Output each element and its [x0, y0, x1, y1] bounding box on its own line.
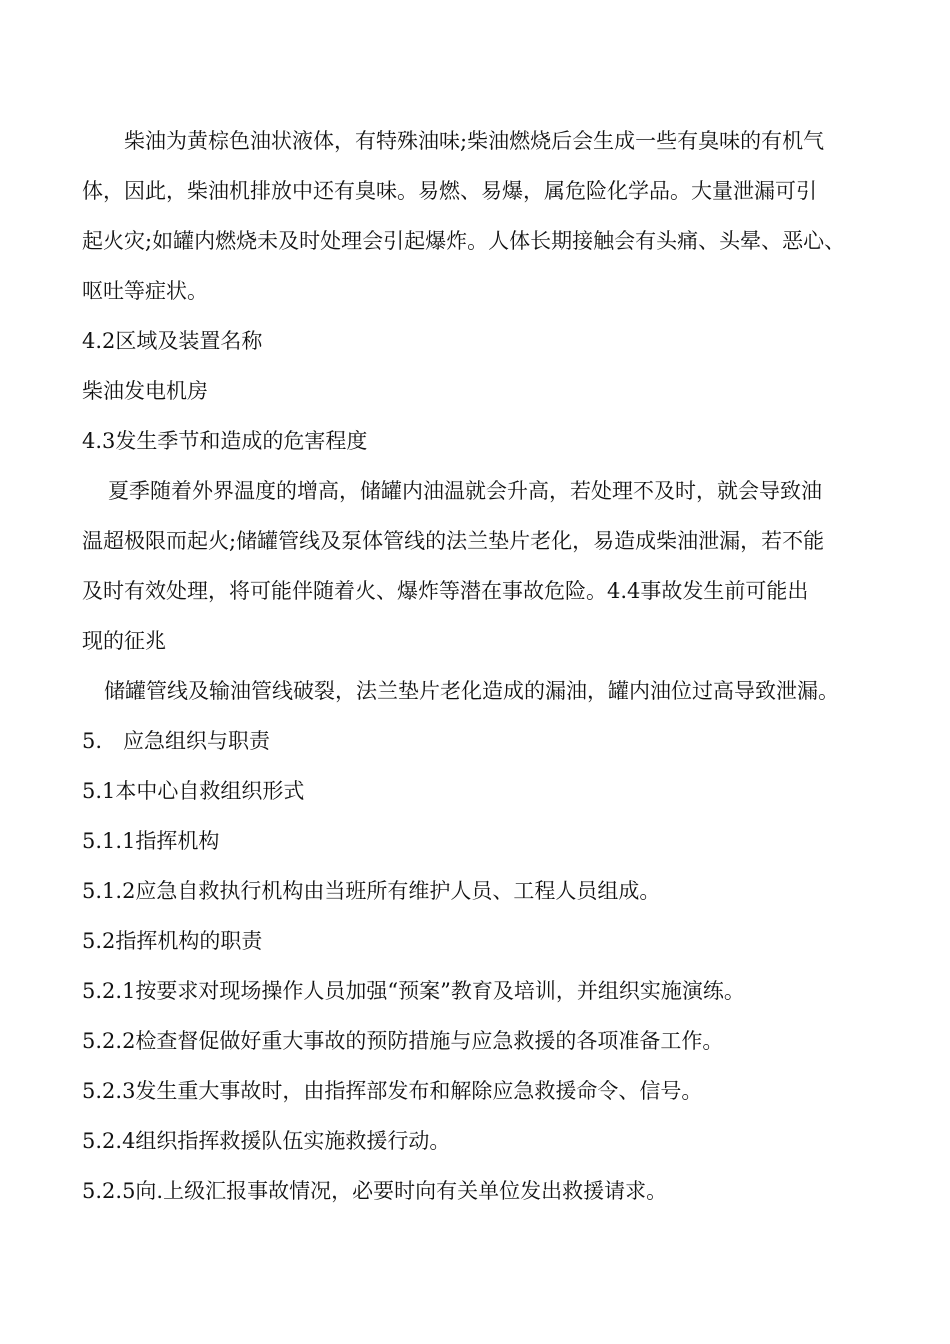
paragraph-line: 储罐管线及输油管线破裂，法兰垫片老化造成的漏油，罐内油位过高导致泄漏。: [104, 679, 839, 703]
body-text: 柴油发电机房: [82, 379, 208, 403]
paragraph-line: 夏季随着外界温度的增高，储罐内油温就会升高，若处理不及时，就会导致油: [108, 479, 822, 503]
paragraph-line: 呕吐等症状。: [82, 279, 208, 303]
paragraph-line: 体，因此，柴油机排放中还有臭味。易燃、易爆，属危险化学品。大量泄漏可引: [82, 179, 817, 203]
list-item: 5.2.3发生重大事故时，由指挥部发布和解除应急救援命令、信号。: [82, 1079, 703, 1103]
paragraph-line: 现的征兆: [82, 629, 166, 653]
section-heading: 4.2区域及装置名称: [82, 329, 263, 353]
paragraph-line: 柴油为黄棕色油状液体，有特殊油味;柴油燃烧后会生成一些有臭味的有机气: [124, 129, 825, 153]
paragraph-line: 起火灾;如罐内燃烧未及时处理会引起爆炸。人体长期接触会有头痛、头晕、恶心、: [82, 229, 846, 253]
list-item: 5.2.2检查督促做好重大事故的预防措施与应急救援的各项准备工作。: [82, 1029, 724, 1053]
section-heading: 4.3发生季节和造成的危害程度: [82, 429, 368, 453]
paragraph-line: 温超极限而起火;储罐管线及泵体管线的法兰垫片老化，易造成柴油泄漏，若不能: [82, 529, 825, 553]
list-item: 5.1.2应急自救执行机构由当班所有维护人员、工程人员组成。: [82, 879, 661, 903]
section-heading: 5.1本中心自救组织形式: [82, 779, 305, 803]
section-heading: 5.2指挥机构的职责: [82, 929, 263, 953]
section-heading: 5. 应急组织与职责: [82, 729, 271, 753]
list-item: 5.1.1指挥机构: [82, 829, 220, 853]
list-item: 5.2.4组织指挥救援队伍实施救援行动。: [82, 1129, 451, 1153]
list-item: 5.2.5向.上级汇报事故情况，必要时向有关单位发出救援请求。: [82, 1179, 668, 1203]
list-item: 5.2.1按要求对现场操作人员加强“预案”教育及培训，并组织实施演练。: [82, 979, 745, 1003]
paragraph-line: 及时有效处理，将可能伴随着火、爆炸等潜在事故危险。4.4事故发生前可能出: [82, 579, 809, 603]
